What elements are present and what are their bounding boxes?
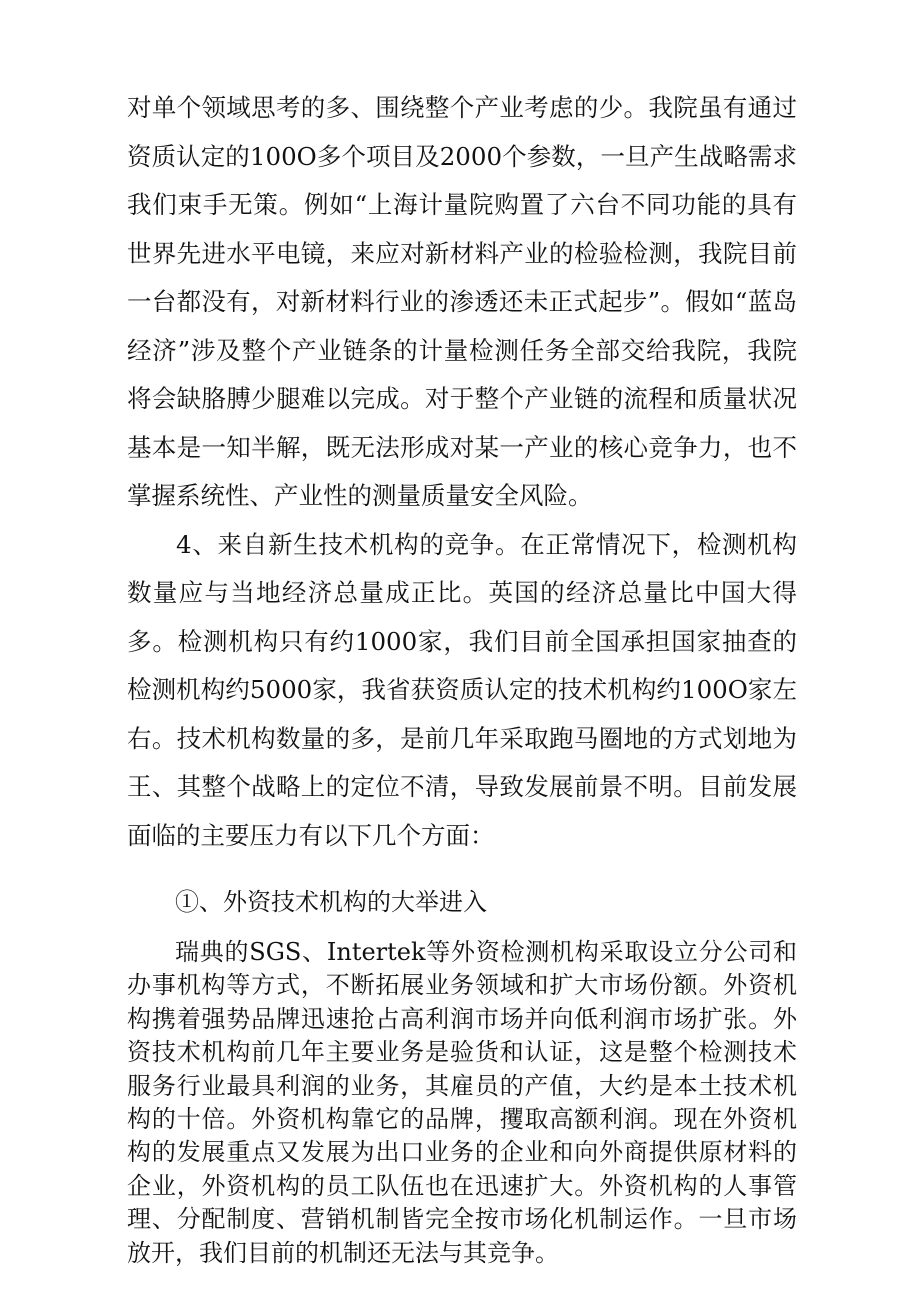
subheading-foreign-institutions: ①、外资技术机构的大举进入 bbox=[175, 888, 487, 916]
paragraph-competition: 4、来自新生技术机构的竞争。在正常情况下，检测机构数量应与当地经济总量成正比。英国的经济总量比中国大得多。检测机构只有约1000家，我们目前全国承担国家抽查的检测机构约5000家，我省获资质认定的技术机构约100O家左右。技术机构数量的多，是前几年采取跑马圈地的方式划地为王、其整个战略上的定位不清，导致发展前景不明。目前发展面临的主要压力有以下几个方面： bbox=[127, 529, 797, 850]
document-body bbox=[127, 84, 797, 1270]
paragraph-industry-chain: 对单个领域思考的多、围绕整个产业考虑的少。我院虽有通过资质认定的100O多个项目及2000个参数，一旦产生战略需求我们束手无策。例如“上海计量院购置了六台不同功能的具有世界先进水平电镜，来应对新材料产业的检验检测，我院目前一台都没有，对新材料行业的渗透还未正式起步”。假如“蓝岛经济”涉及整个产业链条的计量检测任务全部交给我院，我院将会缺胳膊少腿难以完成。对于整个产业链的流程和质量状况基本是一知半解，既无法形成对某一产业的核心竞争力，也不掌握系统性、产业性的测量质量安全风险。 bbox=[127, 93, 797, 510]
paragraph-foreign-institutions: 瑞典的SGS、Intertek等外资检测机构采取设立分公司和办事机构等方式，不断拓展业务领域和扩大市场份额。外资机构携着强势品牌迅速抢占高利润市场并向低利润市场扩张。外资技术机构前几年主要业务是验货和认证，这是整个检测技术服务行业最具利润的业务，其雇员的产值，大约是本土技术机构的十倍。外资机构靠它的品牌，攫取高额利润。现在外资机构的发展重点又发展为出口业务的企业和向外商提供原材料的企业，外资机构的员工队伍也在迅速扩大。外资机构的人事管理、分配制度、营销机制皆完全按市场化机制运作。一旦市场放开，我们目前的机制还无法与其竞争。 bbox=[127, 938, 797, 1267]
